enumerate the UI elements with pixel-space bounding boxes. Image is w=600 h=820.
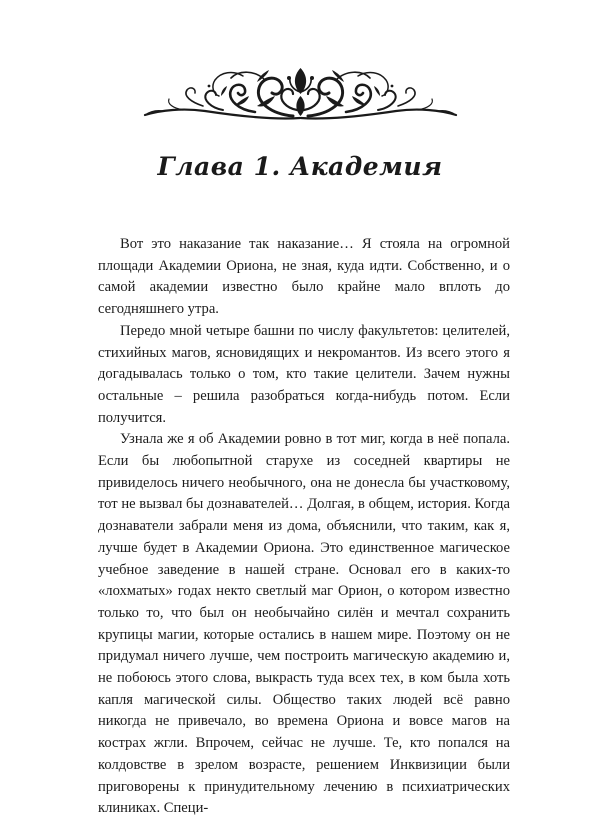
paragraph: Передо мной четыре башни по числу факультетов: целителей, стихийных магов, ясновидящих и некромантов. Из всего этого я догадывалась только о том, кто такие целители. Зачем нужны остальные – решила разобраться когда-нибудь потом. Если получится. [98, 322, 510, 426]
paragraph: Узнала же я об Академии ровно в тот миг, когда в неё попала. Если бы любопытной старухе из соседней квартиры не привиделось ничего необычного, она не донесла бы участковому, тот не вызвал бы дознавателей… Долгая, в общем, история. Когда дознаватели забрали меня из дома, объяснили, что таким, как я, лучше будет в Академии Ориона. Это единственное магическое учебное заведение в нашей стране. Основал его в каких-то «лохматых» годах некто светлый маг Орион, о котором известно только то, что был он необычайно силён и мечтал сохранить крупицы магии, которые остались в нашем мире. Поэтому он не придумал ничего лучше, чем построить магическую академию и, не побоюсь этого слова, выкрасть туда всех тех, в ком была хоть капля магической силы. Общество таких людей всё равно никогда не привечало, во времена Ориона и вовсе магов на кострах жгли. Впрочем, сейчас не лучше. Те, кто попался на колдовстве в зрелом возрасте, решением Инквизиции были приговорены к принудительному лечению в психиатрических клиниках. Специ- [98, 431, 510, 817]
paragraph: Вот это наказание так наказание… Я стояла на огромной площади Академии Ориона, не зная, куда идти. Собственно, и о самой академии известно было крайне мало вплоть до сегодняшнего утра. [98, 236, 510, 318]
baroque-scroll-ornament-icon [143, 66, 458, 124]
chapter-body [98, 234, 510, 820]
chapter-title: Глава 1. Академия [157, 152, 443, 181]
